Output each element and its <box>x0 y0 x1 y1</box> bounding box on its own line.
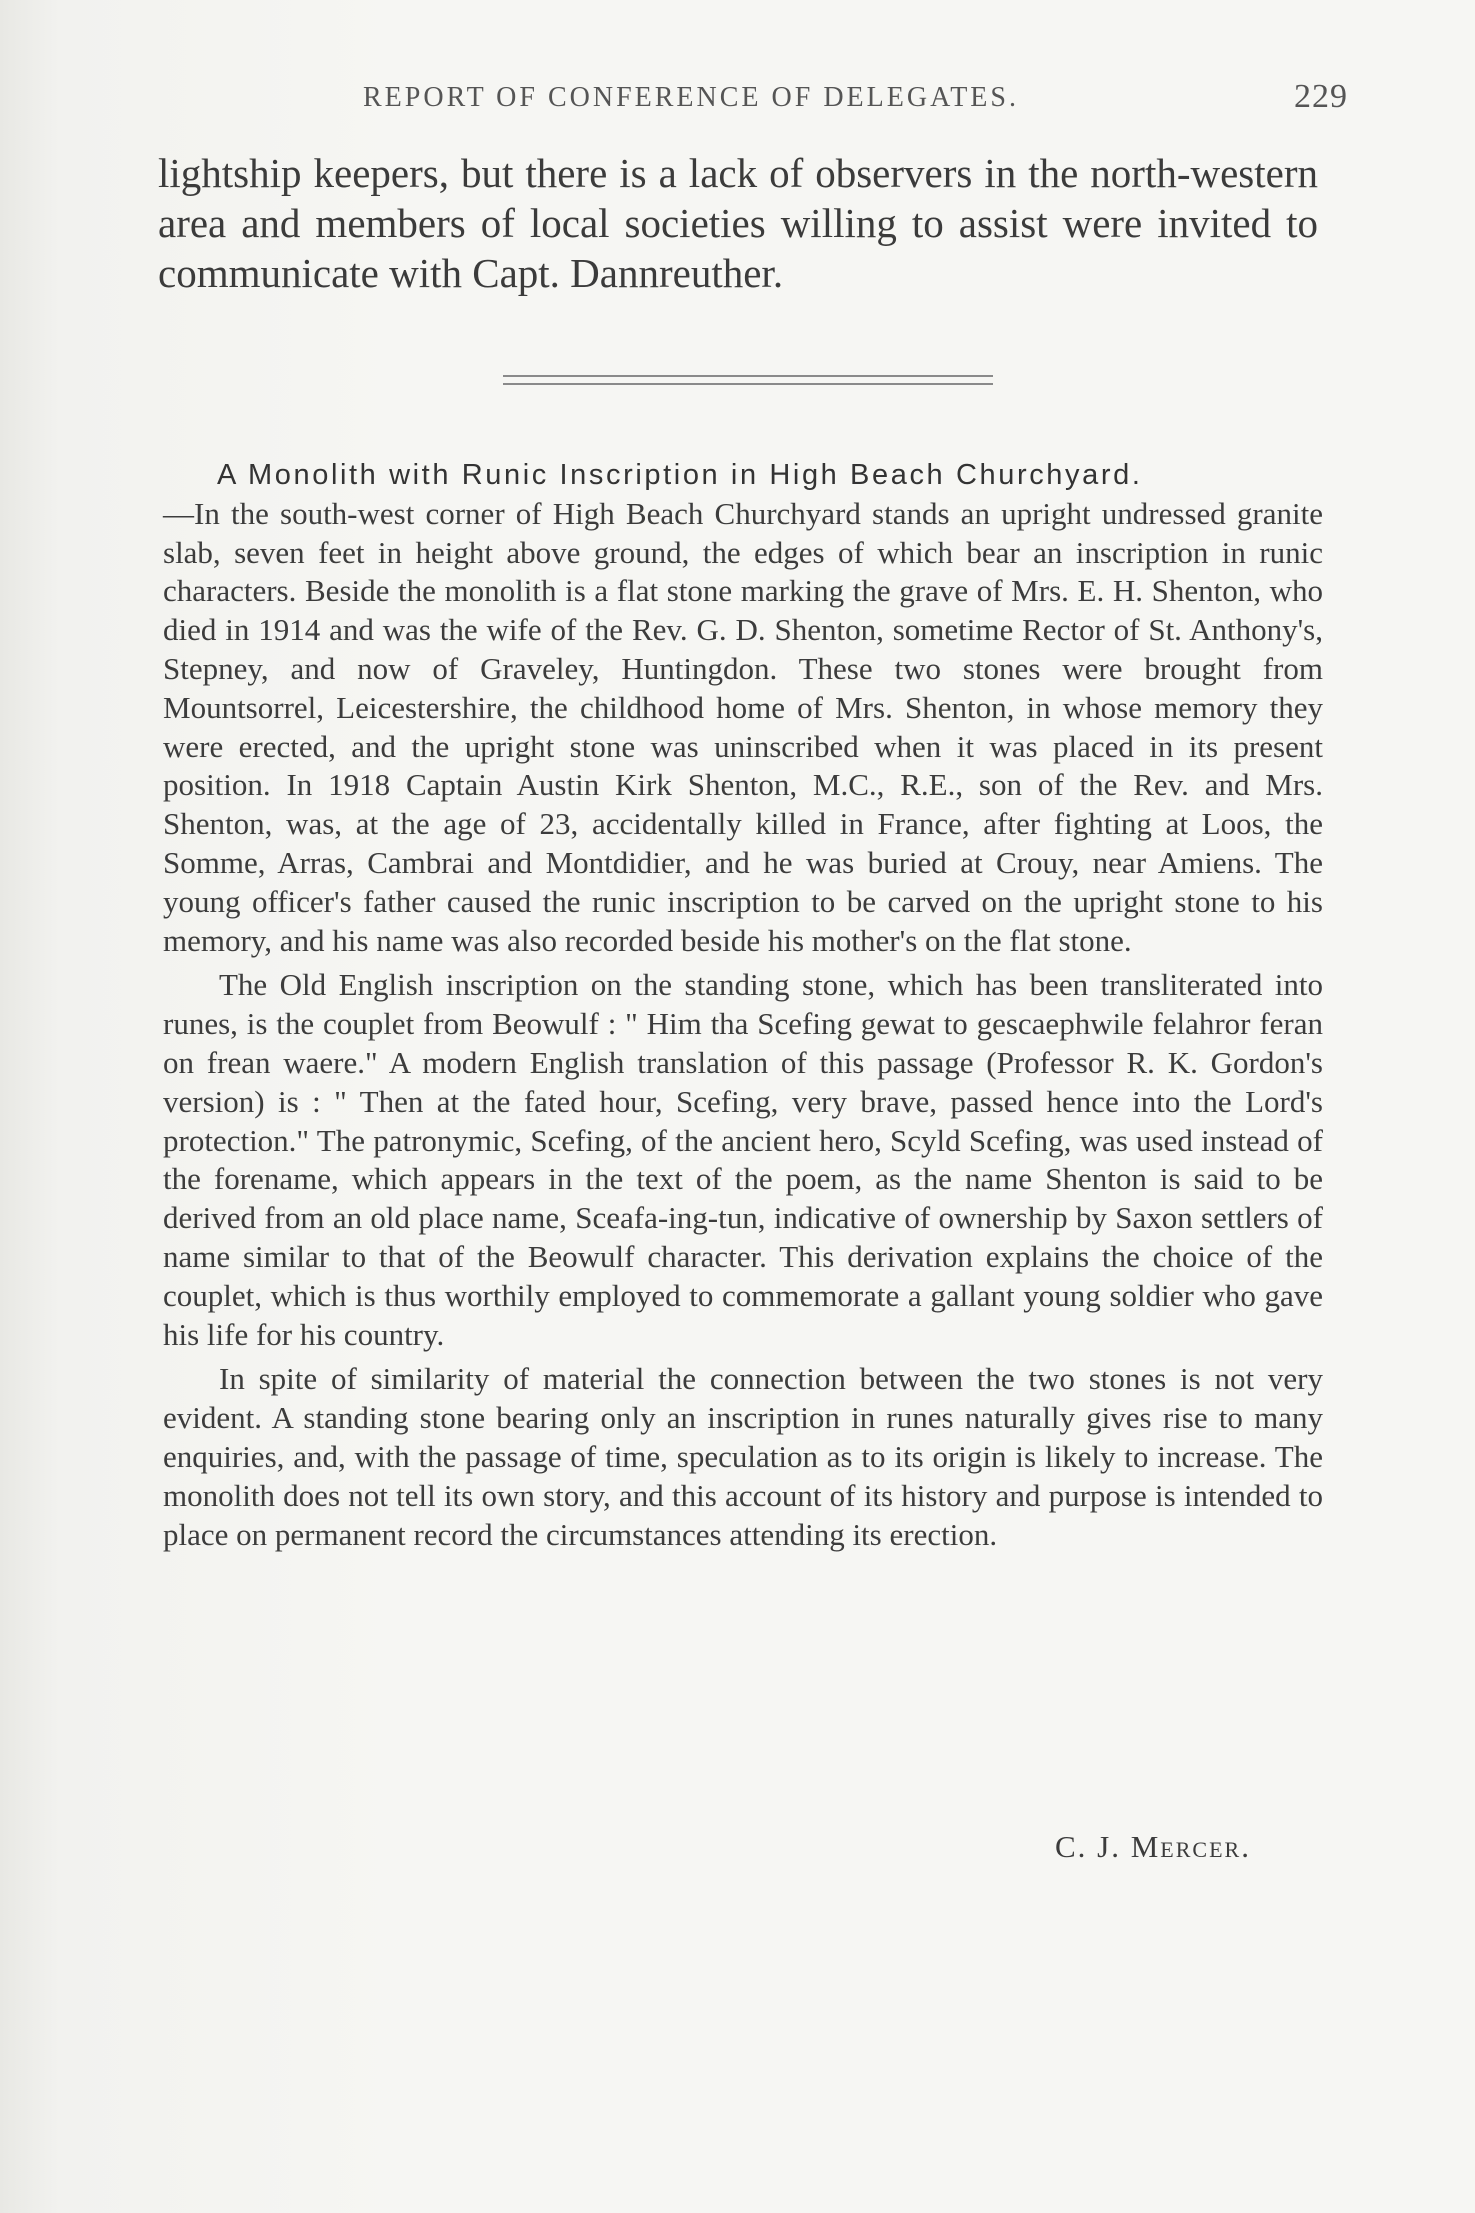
section-divider-top-rule <box>503 375 993 377</box>
page-number: 229 <box>1294 78 1348 115</box>
article-paragraph-3: In spite of similarity of material the connection between the two stones is not very evident. A standing stone bearing only an inscription in runes naturally gives rise to many enquiries, and, with the passage of time, speculation as to its origin is likely to increase. The monolith does not tell its own story, and this account of its history and purpose is intended to place on permanent record the circumstances attending its erection. <box>163 1361 1323 1552</box>
article-paragraph-1: —In the south-west corner of High Beach Churchyard stands an upright undressed granite slab, seven feet in height above ground, the edges of which bear an inscription in runic characters. Beside the monolith is a flat stone marking the grave of Mrs. E. H. Shenton, who died in 1914 and was the wife of the Rev. G. D. Shenton, sometime Rector of St. Anthony's, Stepney, and now of Graveley, Huntingdon. These two stones were brought from Mountsorrel, Leicestershire, the childhood home of Mrs. Shenton, in whose memory they were erected, and the upright stone was uninscribed when it was placed in its present position. In 1918 Captain Austin Kirk Shenton, M.C., R.E., son of the Rev. and Mrs. Shenton, was, at the age of 23, accidentally killed in France, after fighting at Loos, the Somme, Arras, Cambrai and Montdidier, and he was buried at Crouy, near Amiens. The young officer's father caused the runic inscription to be carved on the upright stone to his memory, and his name was also recorded beside his mother's on the flat stone. <box>163 495 1323 958</box>
opening-paragraph: lightship keepers, but there is a lack of observers in the north-western area and members of local societies willing to assist were invited to communicate with Capt. Dannreuther. <box>158 150 1318 296</box>
running-title: REPORT OF CONFERENCE OF DELEGATES. <box>363 82 1019 113</box>
article-heading: A Monolith with Runic Inscription in High Beach Churchyard. <box>217 459 1143 491</box>
author-signature: C. J. Mercer. <box>1055 1829 1251 1864</box>
section-divider-bottom-rule <box>503 383 993 385</box>
article-paragraph-2: The Old English inscription on the standing stone, which has been transliterated into runes, is the couplet from Beowulf : " Him tha Scefing gewat to gescaephwile felahror feran on frean waere." A modern English translation of this passage (Professor R. K. Gordon's version) is : " Then at the fated hour, Scefing, very brave, passed hence into the Lord's protection." The patronymic, Scefing, of the ancient hero, Scyld Scefing, was used instead of the forename, which appears in the text of the poem, as the name Shenton is said to be derived from an old place name, Sceafa-ing-tun, indicative of ownership by Saxon settlers of name similar to that of the Beowulf character. This derivation explains the choice of the couplet, which is thus worthily employed to commemorate a gallant young soldier who gave his life for his country. <box>163 967 1323 1352</box>
article <box>163 456 1323 1554</box>
running-head <box>163 74 1348 124</box>
